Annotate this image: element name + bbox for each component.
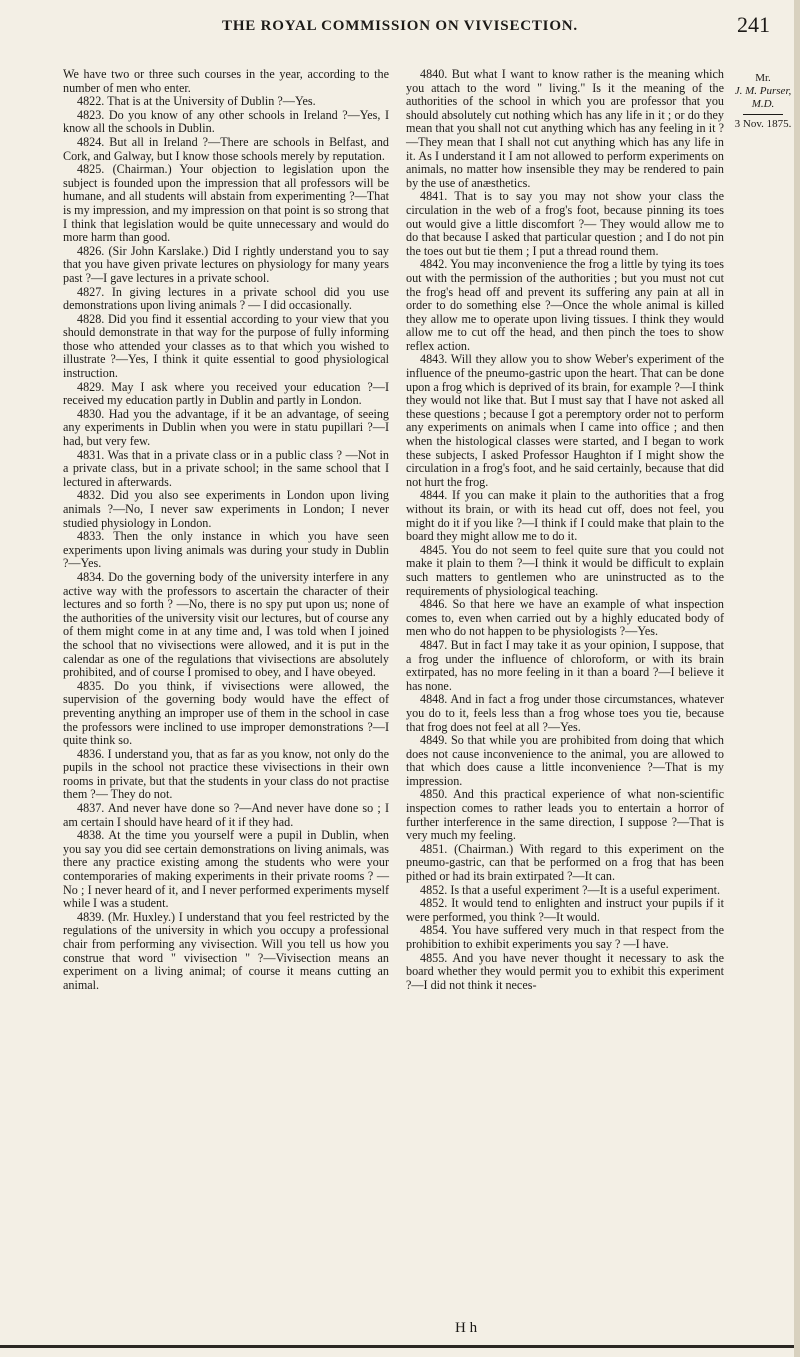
paragraph: 4848. And in fact a frog under those circumstances, whatever you do to it, feels less than a frog whose toes you tie, because that frog does not feel at all ?—Yes.: [406, 692, 724, 734]
margin-note: [732, 72, 794, 131]
paragraph: 4844. If you can make it plain to the authorities that a frog without its brain, or with its head cut off, does not feel, you might do it if you like ?—I think if I could make that plain to the board they might allow me to do it.: [406, 488, 724, 544]
page-number: 241: [737, 12, 770, 37]
paragraph: 4855. And you have never thought it necessary to ask the board whether they would permit you to exhibit this experiment ?—I did not think it neces-: [406, 950, 724, 992]
paragraph: 4846. So that here we have an example of what inspection comes to, even when carried out by a highly educated body of men who do not happen to be physiologists ?—Yes.: [406, 597, 724, 639]
margin-note-line-1: Mr.: [755, 72, 771, 84]
page-edge: [794, 0, 800, 1357]
margin-note-date: 3 Nov. 1875.: [734, 118, 792, 130]
right-column: [406, 68, 724, 992]
paragraph: 4841. That is to say you may not show your class the circulation in the web of a frog's foot, because pinning its toes out would give a little discomfort ?— They would allow me to do that because I asked that particular question ; and I do not pin the toes out but tie them ; I put a thread round them.: [406, 189, 724, 258]
page-header-title: THE ROYAL COMMISSION ON VIVISECTION.: [222, 18, 578, 34]
paragraph: 4832. Did you also see experiments in London upon living animals ?—No, I never saw experiments in London; I never studied physiology in London.: [63, 488, 389, 530]
paragraph: 4837. And never have done so ?—And never have done so ; I am certain I should have heard of it if they had.: [63, 801, 389, 829]
paragraph: 4830. Had you the advantage, if it be an advantage, of seeing any experiments in Dublin when you were in statu pupillari ?—I had, but very few.: [63, 406, 389, 449]
paragraph: 4831. Was that in a private class or in a public class ? —Not in a private class, but in a private school; in the same school that I lectured in afterwards.: [63, 447, 389, 489]
margin-note-line-3: M.D.: [751, 98, 775, 110]
paragraph: 4826. (Sir John Karslake.) Did I rightly understand you to say that you have given private lectures on physiology for many years past ?—I gave lectures in a private school.: [63, 243, 389, 285]
paragraph: 4828. Did you find it essential according to your view that you should demonstrate in that way for the purpose of fully informing those who attended your classes as to that which you wished to illustrate ?—Yes, I think it quite essential to good physiological instruction.: [63, 311, 389, 381]
paragraph: 4833. Then the only instance in which you have seen experiments upon living animals was during your study in Dublin ?—Yes.: [63, 529, 389, 571]
paragraph: 4827. In giving lectures in a private school did you use demonstrations upon living animals ? — I did occasionally.: [63, 284, 389, 313]
left-column: [63, 68, 389, 992]
paragraph: 4842. You may inconvenience the frog a little by tying its toes out with the permission of the authorities ; but you must not cut the frog's head off and prevent its suffering any pain at all in order to do something else ?—Once the whole animal is killed they allow me to operate upon living tissues. I think they would allow me to cut off the head, and then pinch the toes to show reflex action.: [406, 257, 724, 353]
paragraph: 4840. But what I want to know rather is the meaning which you attach to the word " living." Is it the meaning of the authorities of the school in which you are professor that you should absolutely cut nothing which has any life in it ; or do they mean that you shall not cut anything which has any feeling in it ?—They mean that I shall not cut anything which has any life in it. As I understand it I am not allowed to perform experiments on animals, no matter how insensible they may be rendered to pain by the use of anæsthetics.: [406, 67, 724, 190]
paragraph: 4852. It would tend to enlighten and instruct your pupils if it were performed, you think ?—It would.: [406, 896, 724, 924]
margin-note-divider: [743, 114, 783, 115]
paragraph: 4825. (Chairman.) Your objection to legislation upon the subject is founded upon the impression that all professors will be humane, and all students will abstain from experimenting ?—That is my impression, and my impression on that point is so strong that I think that legislation would be quite unnecessary and would do more harm than good.: [63, 162, 389, 245]
paragraph: 4838. At the time you yourself were a pupil in Dublin, when you say you did see certain demonstrations on living animals, was there any practice existing among the students who were your contemporaries of making experiments in their private rooms ? —No ; I never heard of it, and I never performed experiments myself while I was a student.: [63, 828, 389, 911]
paragraph: 4839. (Mr. Huxley.) I understand that you feel restricted by the regulations of the university in which you occupy a professional chair from performing any vivisection. Will you tell us how you construe that word " vivisection " ?—Vivisection means an experiment on a living animal; of course it means cutting an animal.: [63, 909, 389, 992]
paragraph: 4852. Is that a useful experiment ?—It is a useful experiment.: [420, 882, 721, 897]
paragraph: 4847. But in fact I may take it as your opinion, I suppose, that a frog under the influence of chloroform, or with its brain extirpated, has no more feeling in it than a board ?—I believe it has none.: [406, 637, 724, 693]
paragraph: 4824. But all in Ireland ?—There are schools in Belfast, and Cork, and Galway, but I know those schools merely by reputation.: [63, 134, 389, 163]
paragraph: 4836. I understand you, that as far as you know, not only do the pupils in the school not practice these vivisections in their own rooms in private, but that the students in your class do not practise them ?— They do not.: [63, 746, 389, 802]
paragraph: 4843. Will they allow you to show Weber's experiment of the influence of the pneumo-gastric upon the heart. That can be done upon a frog which is deprived of its brain, for example ?—I think they would not like that. But I must say that I have not asked all these questions ; because I got a peremptory order not to perform any experiments on animals when I came into office ; and then when the histological classes were started, and I began to work these subjects, I asked Professor Haughton if I might show the circulation in a frog's foot, and he said certainly, because that did not hurt the frog.: [406, 352, 724, 489]
paragraph: 4835. Do you think, if vivisections were allowed, the supervision of the governing body would have the effect of preventing anything an improper use of them in the school in case the professors were inclined to use improper demonstrations ?—I quite think so.: [63, 678, 389, 748]
paragraph: We have two or three such courses in the year, according to the number of men who enter.: [63, 67, 389, 95]
paragraph: 4829. May I ask where you received your education ?—I received my education partly in Dublin and partly in London.: [63, 379, 389, 408]
margin-note-line-2: J. M. Purser,: [734, 85, 792, 97]
paragraph: 4851. (Chairman.) With regard to this experiment on the pneumo-gastric, can that be performed on a frog that has been pithed or had its brain extirpated ?—It can.: [406, 841, 724, 884]
paragraph: 4822. That is at the University of Dublin ?—Yes.: [77, 94, 316, 109]
paragraph: 4849. So that while you are prohibited from doing that which does not cause inconvenience to the animal, you are allowed to that which does cause a little inconvenience ?—That is my impression.: [406, 733, 724, 788]
paragraph: 4823. Do you know of any other schools in Ireland ?—Yes, I know all the schools in Dublin.: [63, 107, 389, 136]
signature-mark: H h: [455, 1320, 478, 1336]
bottom-edge: [0, 1345, 800, 1348]
paragraph: 4845. You do not seem to feel quite sure that you could not make it plain to them ?—I think it would be difficult to explain such matters to gentlemen who are uninstructed as to the requirements of physiological teaching.: [406, 542, 724, 598]
paragraph: 4850. And this practical experience of what non-scientific inspection comes to rather leads you to entertain a horror of further interference in the same direction, I suppose ?—That is very much my feeling.: [406, 787, 724, 843]
running-head: [0, 12, 800, 48]
paragraph: 4834. Do the governing body of the university interfere in any active way with the professors to ascertain the character of their lectures and so forth ? —No, there is no spy put upon us; none of the authorities of the university visit our lectures, but of course any of them might come in at any time and, I was told when I joined the school that no vivisections were allowed, and it is put in the calendar as one of the regulations that vivisections are absolutely prohibited, and of course I promised to obey, and I have obeyed.: [63, 569, 389, 680]
paragraph: 4854. You have suffered very much in that respect from the prohibition to exhibit experiments you say ? —I have.: [406, 923, 724, 951]
